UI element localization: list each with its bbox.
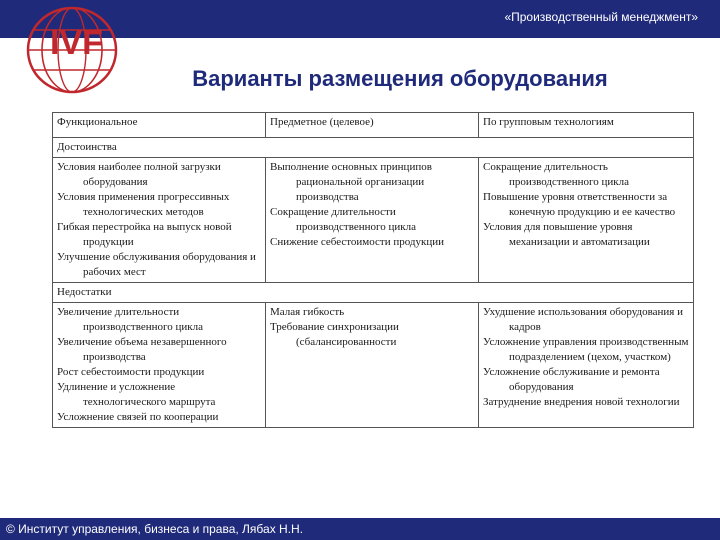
header-row [53,113,694,138]
list-item: Условия для повышение уровня механизации и автоматизации [483,221,650,248]
copyright-text: © Институт управления, бизнеса и права, Лябах Н.Н. [6,522,304,536]
list-item: Снижение себестоимости продукции [270,236,445,248]
list-item: Усложнение обслуживание и ремонта оборудования [483,366,660,393]
column-header-group-tech: По групповым технологиям [479,113,694,138]
list-item: Ухудшение использования оборудования и кадров [483,306,683,333]
list-item: Требование синхронизации (сбалансированности [270,321,399,348]
disadvantages-cell-group-tech [479,303,694,428]
advantages-cell-functional [53,158,266,283]
disadvantages-row [53,303,694,428]
advantages-label: Достоинства [53,138,694,158]
list-item: Гибкая перестройка на выпуск новой продукции [57,221,232,248]
advantages-cell-subject [266,158,479,283]
list-item: Усложнение управления производственным подразделением (цехом, участком) [483,336,689,363]
disadvantages-label: Недостатки [53,283,694,303]
list-item: Условия наиболее полной загрузки оборудования [57,161,221,188]
list-item: Затруднение внедрения новой технологии [483,396,680,408]
list-item: Увеличение объема незавершенного производства [57,336,227,363]
logo-letters: IVF [50,24,103,62]
list-item: Сокращение длительности производственного цикла [270,206,416,233]
list-item: Повышение уровня ответственности за конечную продукцию и ее качество [483,191,676,218]
disadvantages-section-row [53,283,694,303]
list-item: Усложнение связей по кооперации [57,411,219,423]
list-item: Улучшение обслуживания оборудования и рабочих мест [57,251,256,278]
course-caption: «Производственный менеджмент» [504,10,698,24]
list-item: Выполнение основных принципов рациональной организации производства [270,161,432,203]
disadvantages-cell-subject [266,303,479,428]
advantages-section-row [53,138,694,158]
disadvantages-cell-functional [53,303,266,428]
list-item: Увеличение длительности производственного цикла [57,306,203,333]
list-item: Малая гибкость [270,306,345,318]
list-item: Условия применения прогрессивных технологических методов [57,191,230,218]
footer-banner [0,518,720,540]
list-item: Рост себестоимости продукции [57,366,205,378]
list-item: Сокращение длительность производственного цикла [483,161,629,188]
comparison-table [52,112,694,428]
slide-title: Варианты размещения оборудования [192,66,608,91]
column-header-functional: Функциональное [53,113,266,138]
advantages-cell-group-tech [479,158,694,283]
advantages-row [53,158,694,283]
list-item: Удлинение и усложнение технологического маршрута [57,381,216,408]
column-header-subject: Предметное (целевое) [266,113,479,138]
